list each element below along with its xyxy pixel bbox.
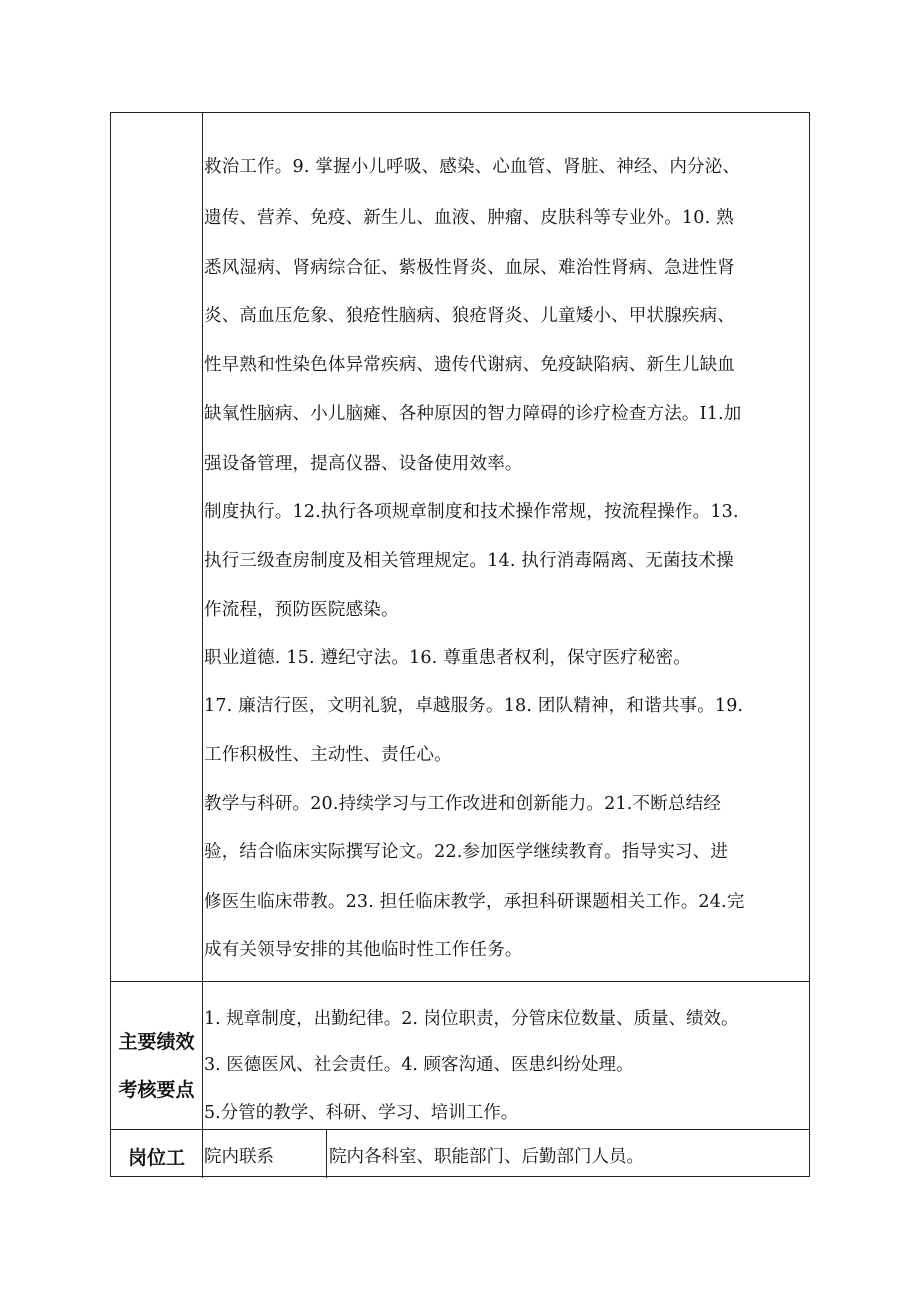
duty-line: 缺氧性脑病、小儿脑瘫、各种原因的智力障碍的诊疗检查方法。I1.加 — [204, 404, 742, 424]
duty-line: 成有关领导安排的其他临时性工作任务。 — [204, 940, 523, 960]
duty-line: 17. 廉洁行医，文明礼貌，卓越服务。18. 团队精神，和谐共事。19. — [204, 696, 744, 716]
duty-line: 遗传、营养、免疫、新生儿、血液、肿瘤、皮肤科等专业外。10. 熟 — [204, 208, 734, 228]
column-divider — [202, 113, 203, 1129]
duty-line: 执行三级查房制度及相关管理规定。14. 执行消毒隔离、无菌技术操 — [204, 551, 734, 571]
performance-item: 1. 规章制度，出勤纪律。2. 岗位职责，分管床位数量、质量、绩效。 — [204, 1009, 739, 1029]
duty-line: 职业道德. 15. 遵纪守法。16. 尊重患者权利，保守医疗秘密。 — [204, 648, 692, 668]
duty-line: 强设备管理，提高仪器、设备使用效率。 — [204, 454, 523, 474]
duty-line: 悉风湿病、肾病综合征、紫极性肾炎、血尿、难治性肾病、急进性肾 — [204, 258, 735, 278]
duty-line: 教学与科研。20.持续学习与工作改进和创新能力。21.不断总结经 — [204, 794, 722, 814]
internal-contact-value: 院内各科室、职能部门、后勤部门人员。 — [329, 1147, 644, 1167]
performance-item: 3. 医德医风、社会责任。4. 顾客沟通、医患纠纷处理。 — [204, 1055, 634, 1075]
duty-line: 作流程，预防医院感染。 — [204, 600, 399, 620]
duty-line: 炎、高血压危象、狼疮性脑病、狼疮肾炎、儿童矮小、甲状腺疾病、 — [204, 306, 735, 326]
position-label: 岗位工 — [127, 1147, 185, 1169]
performance-item: 5.分管的教学、科研、学习、培训工作。 — [204, 1103, 519, 1123]
column-divider-bottom — [202, 1129, 203, 1178]
performance-label-line2: 考核要点 — [118, 1079, 195, 1101]
duty-line: 救治工作。9. 掌握小儿呼吸、感染、心血管、肾脏、神经、内分泌、 — [204, 157, 741, 177]
row-divider-performance — [111, 981, 809, 982]
internal-contact-label: 院内联系 — [204, 1147, 274, 1167]
row-divider-bottom — [111, 1129, 809, 1130]
duty-line: 工作积极性、主动性、责任心。 — [204, 745, 452, 765]
duty-line: 验，结合临床实际撰写论文。22.参加医学继续教育。指导实习、进 — [204, 842, 729, 862]
duty-line: 性早熟和性染色体异常疾病、遗传代谢病、免疫缺陷病、新生儿缺血 — [204, 355, 735, 375]
job-description-table — [110, 112, 810, 1177]
bottom-cell-divider — [326, 1129, 327, 1178]
performance-label-line1: 主要绩效 — [118, 1031, 195, 1053]
duty-line: 修医生临床带教。23. 担任临床教学，承担科研课题相关工作。24.完 — [204, 892, 745, 912]
duty-line: 制度执行。12.执行各项规章制度和技术操作常规，按流程操作。13. — [204, 502, 739, 522]
